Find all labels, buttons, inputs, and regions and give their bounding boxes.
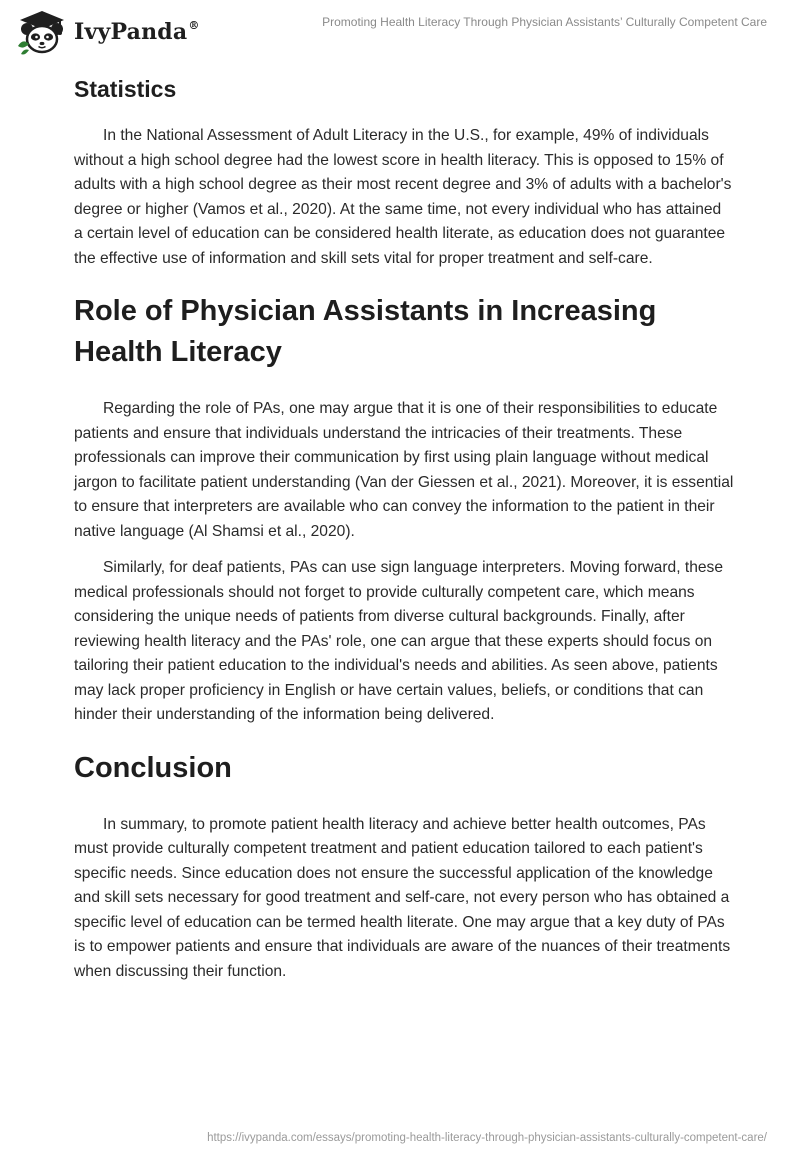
paragraph: Regarding the role of PAs, one may argue that it is one of their responsibilities to educate patients and ensure that individuals understand the intricacies of their treatments. These professionals can improve their communication by first using plain language without medical jargon to facilitate patient understanding (Van der Giessen et al., 2021). Moreover, it is essential to ensure that interpreters are available who can convey the information to the patient in their native language (Al Shamsi et al., 2020). <box>74 400 734 540</box>
brand-name: IvyPanda® <box>74 19 200 45</box>
page-header <box>0 0 800 60</box>
section-heading-conclusion: Conclusion <box>74 751 232 784</box>
panda-graduate-icon <box>14 8 70 56</box>
brand-logo[interactable] <box>14 8 200 56</box>
source-url-link[interactable]: https://ivypanda.com/essays/promoting-health-literacy-through-physician-assistants-culturally-competent-care/ <box>207 1132 767 1144</box>
essay-body <box>74 72 734 996</box>
section-heading-statistics: Statistics <box>74 76 177 102</box>
paragraph: Similarly, for deaf patients, PAs can use sign language interpreters. Moving forward, these medical professionals should not forget to provide culturally competent care, which means considering the unique needs of patients from diverse cultural backgrounds. Finally, after reviewing health literacy and the PAs' role, one can argue that these experts should focus on tailoring their patient education to the individual's needs and abilities. As seen above, patients may lack proper proficiency in English or have certain values, beliefs, or conditions that can hinder their understanding of the information being delivered. <box>74 559 724 723</box>
section-heading-role: Role of Physician Assistants in Increasing Health Literacy <box>74 295 657 368</box>
paragraph: In summary, to promote patient health literacy and achieve better health outcomes, PAs must provide culturally competent treatment and patient education tailored to each patient's specific needs. Since education does not ensure the successful application of the knowledge and skill sets necessary for good treatment and self-care, not every person who has obtained a specific level of education can be termed health literate. One may argue that a key duty of PAs is to empower patients and ensure that individuals are aware of the nuances of their treatments when discussing their function. <box>74 815 731 980</box>
document-title: Promoting Health Literacy Through Physician Assistants’ Culturally Competent Care <box>322 15 767 29</box>
paragraph: In the National Assessment of Adult Literacy in the U.S., for example, 49% of individuals without a high school degree had the lowest score in health literacy. This is opposed to 15% of adults with a high school degree as their most recent degree and 3% of adults with a bachelor's degree or higher (Vamos et al., 2020). At the same time, not every individual who has attained a certain level of education can be considered health literate, as education does not guarantee the effective use of information and skill sets vital for proper treatment and self-care. <box>74 127 732 267</box>
